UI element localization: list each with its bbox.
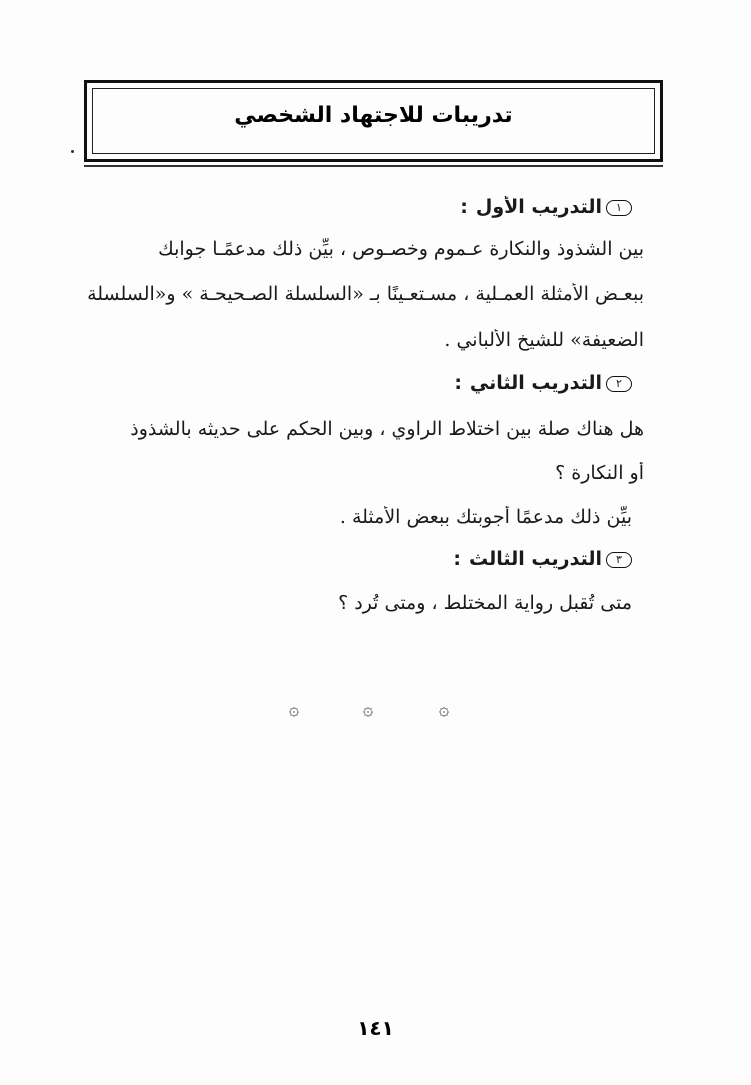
page-title: تدريبات للاجتهاد الشخصي (234, 103, 513, 128)
ornament-icon: ۞ (362, 699, 374, 720)
exercise-3-heading (78, 548, 632, 571)
exercise-1-heading (78, 196, 632, 219)
page-number: ١٤١ (357, 1016, 394, 1040)
exercise-2-line-2: أو النكارة ؟ (555, 462, 644, 484)
exercise-1-line-3: الضعيفة» للشيخ الألباني . (444, 329, 644, 351)
exercise-1-line-1: بين الشذوذ والنكارة عـموم وخصـوص ، بيِّن ذلك مدعمًـا جوابك (158, 238, 644, 260)
ornament-icon: ۞ (438, 699, 450, 720)
exercise-2-colon: : (454, 372, 462, 394)
exercise-2-line-3: بيِّن ذلك مدعمًا أجوبتك ببعض الأمثلة . (339, 506, 632, 528)
exercise-3-title: التدريب الثالث (469, 548, 602, 570)
exercise-2-heading (78, 372, 632, 395)
exercise-2-title: التدريب الثاني (469, 372, 602, 394)
exercise-3-line-1: متى تُقبل رواية المختلط ، ومتى تُرد ؟ (338, 592, 632, 614)
exercise-1-line-2: ببعـض الأمثلة العمـلية ، مسـتعـينًا بـ «السلسلة الصـحيحـة » و«السلسلة (87, 283, 644, 305)
title-frame (84, 80, 663, 162)
exercise-3-colon: : (453, 548, 462, 570)
exercise-1-number-badge: ١ (606, 200, 632, 216)
exercise-3-number-badge: ٣ (606, 552, 632, 568)
title-underline (84, 165, 663, 167)
stray-dot (71, 150, 74, 153)
section-ornaments (270, 700, 470, 724)
exercise-1-title: التدريب الأول (475, 196, 602, 218)
exercise-2-number-badge: ٢ (606, 376, 632, 392)
exercise-2-line-1: هل هناك صلة بين اختلاط الراوي ، وبين الحكم على حديثه بالشذوذ (130, 418, 644, 440)
ornament-icon: ۞ (288, 699, 300, 720)
exercise-1-colon: : (460, 196, 468, 218)
